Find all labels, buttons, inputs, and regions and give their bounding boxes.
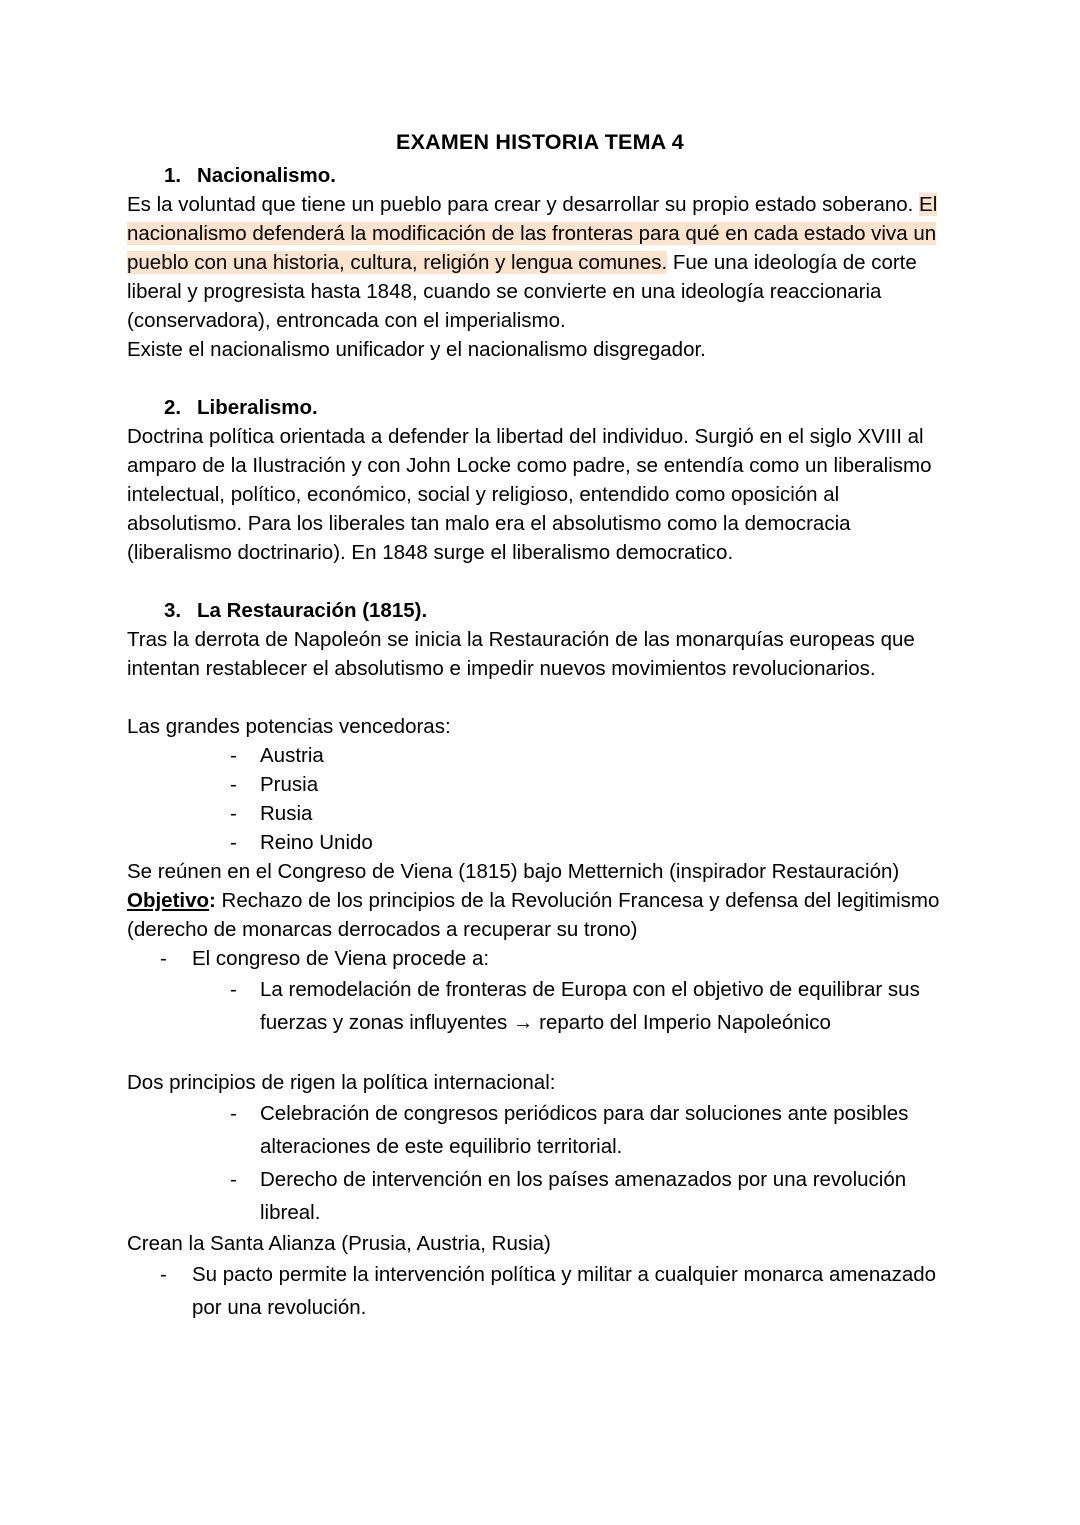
dash-bullet-icon: -: [160, 947, 167, 970]
section-title-2: Liberalismo.: [197, 396, 318, 419]
dash-bullet-icon: -: [230, 978, 237, 1001]
list-item-label: La remodelación de fronteras de Europa con el objetivo de equilibrar sus fuerzas y zonas influyentes → reparto del Imperio Napoleónico: [260, 978, 920, 1034]
holy-alliance-line: Crean la Santa Alianza (Prusia, Austria, Rusia): [127, 1232, 551, 1255]
section-2-paragraph: Doctrina política orientada a defender la libertad del individuo. Surgió en el siglo XVIII al amparo de la Ilustración y con John Locke como padre, se entendía como un liberalismo intelectual, político, económico, social y religioso, entendido como oposición al absolutismo. Para los liberales tan malo era el absolutismo como la democracia (liberalismo doctrinario). En 1848 surge el liberalismo democratico.: [127, 425, 932, 564]
dash-bullet-icon: -: [230, 1102, 237, 1125]
spacer: [127, 1039, 953, 1068]
list-item: [127, 1097, 953, 1163]
list-item-label: El congreso de Viena procede a:: [192, 947, 490, 970]
list-item: [127, 1258, 953, 1324]
section-title-1: Nacionalismo.: [197, 164, 336, 187]
page-title: EXAMEN HISTORIA TEMA 4: [396, 130, 684, 154]
powers-intro: Las grandes potencias vencedoras:: [127, 715, 451, 738]
list-item-label: Derecho de intervención en los países amenazados por una revolución libreal.: [260, 1168, 907, 1224]
dash-bullet-icon: -: [230, 831, 237, 854]
section-heading-2: [127, 393, 953, 422]
list-item: [127, 828, 953, 857]
section-1-text-after: Fue una ideología de corte liberal y progresista hasta 1848, cuando se convierte en una ideología reaccionaria (conservadora), entroncada con el imperialismo.: [127, 251, 917, 332]
dash-bullet-icon: -: [230, 744, 237, 767]
section-3-paragraph: Tras la derrota de Napoleón se inicia la Restauración de las monarquías europeas que intentan restablecer el absolutismo e impedir nuevos movimientos revolucionarios.: [127, 628, 915, 680]
dash-bullet-icon: -: [230, 1168, 237, 1191]
dash-bullet-icon: -: [160, 1263, 167, 1286]
objective-label: Objetivo: [127, 889, 210, 912]
list-item-label: Prusia: [260, 773, 319, 796]
objective-text: Rechazo de los principios de la Revolución Francesa y defensa del legitimismo (derecho de monarcas derrocados a recuperar su trono): [127, 889, 940, 941]
section-title-3: La Restauración (1815).: [197, 599, 428, 622]
list-item: [127, 770, 953, 799]
list-item: [127, 1163, 953, 1229]
section-1-highlighted-text: El nacionalismo defenderá la modificación de las fronteras para qué en cada estado viva un pueblo con una historia, cultura, religión y lengua comunes.: [127, 193, 938, 274]
section-heading-3: [127, 596, 953, 625]
principles-intro: Dos principios de rigen la política internacional:: [127, 1071, 556, 1094]
spacer: [127, 683, 953, 712]
objective-paragraph: [127, 886, 953, 944]
list-item: [127, 741, 953, 770]
objective-colon: :: [209, 889, 216, 912]
list-item-label: Reino Unido: [260, 831, 373, 854]
list-item: [127, 799, 953, 828]
section-1-closing-line: Existe el nacionalismo unificador y el nacionalismo disgregador.: [127, 338, 706, 361]
list-item-label: Austria: [260, 744, 324, 767]
list-item-label: Su pacto permite la intervención política y militar a cualquier monarca amenazado por una revolución.: [192, 1263, 937, 1319]
spacer: [127, 364, 953, 393]
list-item-label: Celebración de congresos periódicos para dar soluciones ante posibles alteraciones de este equilibrio territorial.: [260, 1102, 909, 1158]
list-item: [127, 973, 953, 1039]
list-item-label: Rusia: [260, 802, 313, 825]
dash-bullet-icon: -: [230, 773, 237, 796]
congress-of-vienna-line: Se reúnen en el Congreso de Viena (1815) bajo Metternich (inspirador Restauración): [127, 860, 900, 883]
dash-bullet-icon: -: [230, 802, 237, 825]
document-content: [127, 128, 953, 1324]
list-item: [127, 944, 953, 973]
spacer: [127, 567, 953, 596]
section-heading-1: [127, 161, 953, 190]
section-number-1: 1.: [164, 164, 182, 187]
section-number-3: 3.: [164, 599, 182, 622]
section-1-text-before: Es la voluntad que tiene un pueblo para crear y desarrollar su propio estado soberano.: [127, 193, 920, 216]
section-number-2: 2.: [164, 396, 182, 419]
section-1-paragraph: [127, 190, 953, 335]
